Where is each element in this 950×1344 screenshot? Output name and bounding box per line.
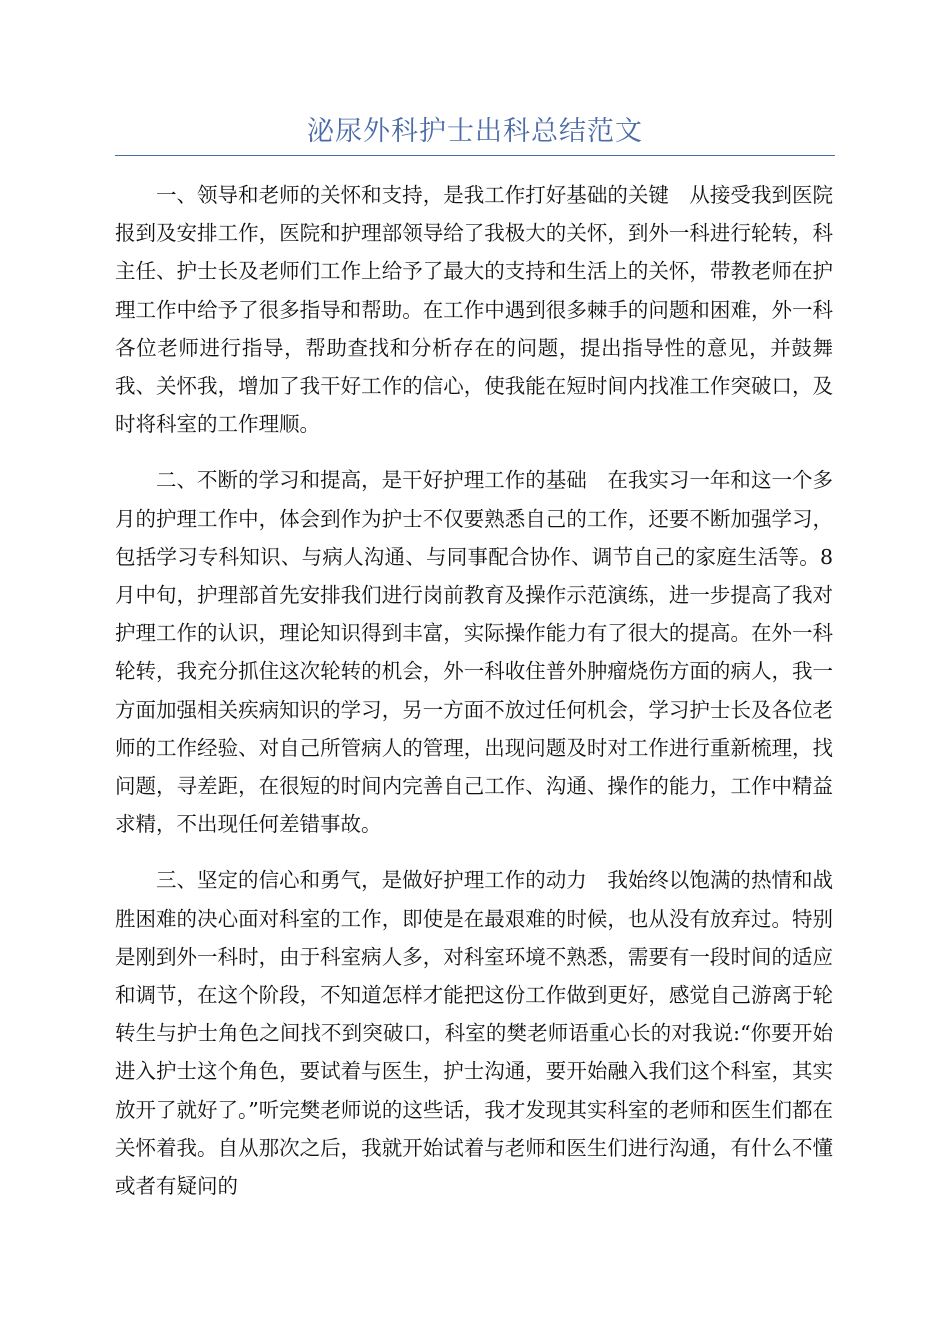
paragraph-2: 二、不断的学习和提高，是干好护理工作的基础 在我实习一年和这一个多月的护理工作中，体会到作为护士不仅要熟悉自己的工作，还要不断加强学习，包括学习专科知识、与病人沟通、与同事配合协作、调节自己的家庭生活等。8月中旬，护理部首先安排我们进行岗前教育及操作示范演练，进一步提高了我对护理工作的认识，理论知识得到丰富，实际操作能力有了很大的提高。在外一科轮转，我充分抓住这次轮转的机会，外一科收住普外肿瘤烧伤方面的病人，我一方面加强相关疾病知识的学习，另一方面不放过任何机会，学习护士长及各位老师的工作经验、对自己所管病人的管理，出现问题及时对工作进行重新梳理，找问题，寻差距，在很短的时间内完善自己工作、沟通、操作的能力，工作中精益求精，不出现任何差错事故。 — [115, 468, 833, 837]
paragraph-3: 三、坚定的信心和勇气，是做好护理工作的动力 我始终以饱满的热情和战胜困难的决心面对科室的工作，即使是在最艰难的时候，也从没有放弃过。特别是刚到外一科时，由于科室病人多，对科室环境不熟悉，需要有一段时间的适应和调节，在这个阶段，不知道怎样才能把这份工作做到更好，感觉自己游离于轮转生与护士角色之间找不到突破口，科室的樊老师语重心长的对我说:“你要开始进入护士这个角色，要试着与医生，护士沟通，要开始融入我们这个科室，其实放开了就好了。”听完樊老师说的这些话，我才发现其实科室的老师和医生们都在关怀着我。自从那次之后，我就开始试着与老师和医生们进行沟通，有什么不懂或者有疑问的 — [115, 868, 833, 1199]
document-body — [115, 176, 833, 1205]
document-title: 泌尿外科护士出科总结范文 — [307, 116, 643, 147]
paragraph-1: 一、领导和老师的关怀和支持，是我工作打好基础的关键 从接受我到医院报到及安排工作，医院和护理部领导给了我极大的关怀，到外一科进行轮转，科主任、护士长及老师们工作上给予了最大的支持和生活上的关怀，带教老师在护理工作中给予了很多指导和帮助。在工作中遇到很多棘手的问题和困难，外一科各位老师进行指导，帮助查找和分析存在的问题，提出指导性的意见，并鼓舞我、关怀我，增加了我干好工作的信心，使我能在短时间内找准工作突破口，及时将科室的工作理顺。 — [115, 183, 833, 437]
title-underline — [115, 155, 835, 156]
